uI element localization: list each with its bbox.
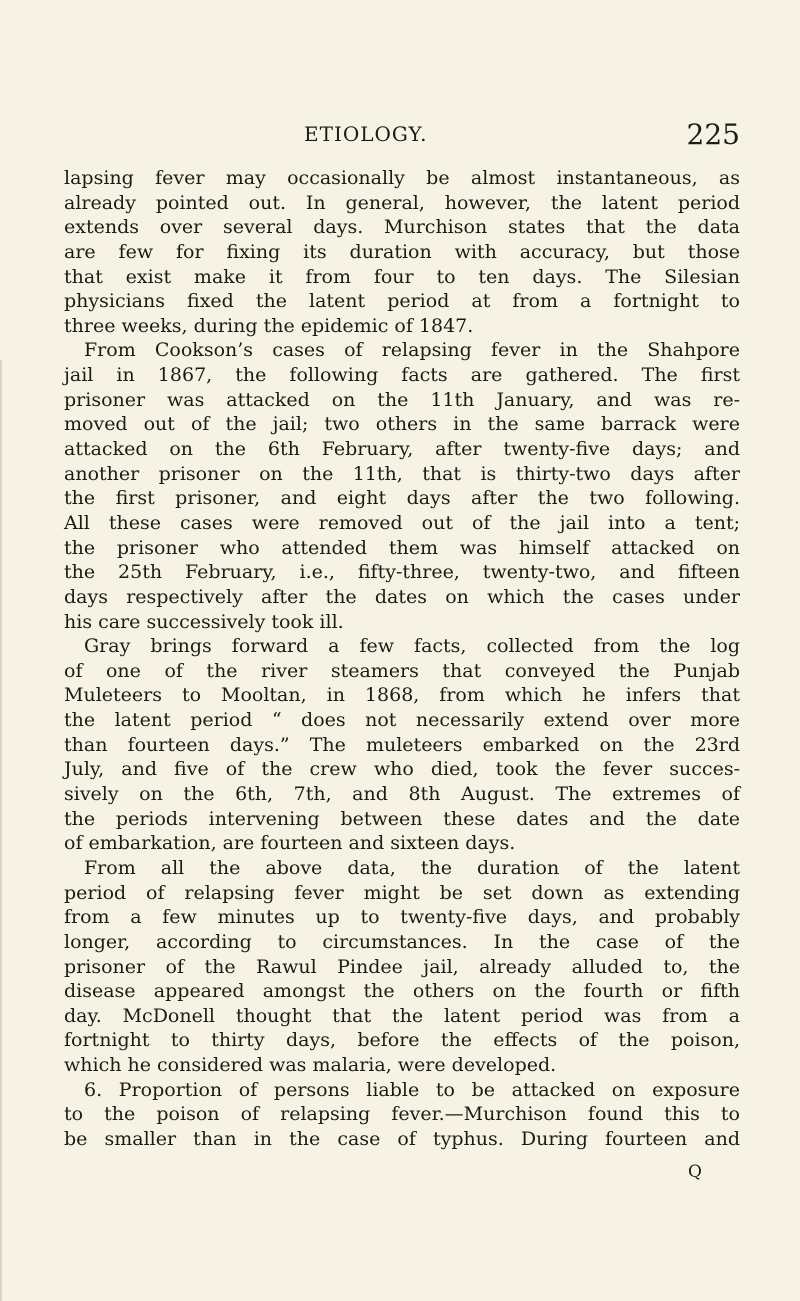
text-line: physicians fixed the latent period at from a fortnight to <box>64 290 740 313</box>
body-text <box>64 166 740 1152</box>
running-title: ETIOLOGY. <box>304 122 428 146</box>
text-line: another prisoner on the 11th, that is thirty-two days after <box>64 462 740 485</box>
text-line: extends over several days. Murchison states that the data <box>64 216 740 239</box>
text-line: All these cases were removed out of the jail into a tent; <box>64 511 740 534</box>
text-line: the first prisoner, and eight days after the two following. <box>64 487 740 510</box>
text-line: jail in 1867, the following facts are gathered. The first <box>64 364 740 387</box>
text-line: July, and five of the crew who died, took the fever succes- <box>64 758 740 781</box>
text-line: moved out of the jail; two others in the same barrack were <box>64 413 740 436</box>
text-line: that exist make it from four to ten days. The Silesian <box>64 265 740 288</box>
text-line: day. McDonell thought that the latent period was from a <box>64 1004 740 1027</box>
text-line: the latent period “ does not necessarily extend over more <box>64 709 740 732</box>
text-line: are few for fixing its duration with accuracy, but those <box>64 240 740 263</box>
text-line: than fourteen days.” The muleteers embarked on the 23rd <box>64 733 740 756</box>
text-line: longer, according to circumstances. In the case of the <box>64 930 740 953</box>
text-line: sively on the 6th, 7th, and 8th August. The extremes of <box>64 783 740 806</box>
text-line: disease appeared amongst the others on the fourth or fifth <box>64 980 740 1003</box>
text-line: days respectively after the dates on which the cases under <box>64 585 740 608</box>
text-line: the 25th February, i.e., fifty-three, twenty-two, and fifteen <box>64 561 740 584</box>
text-line: of one of the river steamers that conveyed the Punjab <box>64 659 740 682</box>
text-line: Gray brings forward a few facts, collected from the log <box>84 635 740 658</box>
text-line: period of relapsing fever might be set down as extending <box>64 881 740 904</box>
text-line: prisoner of the Rawul Pindee jail, already alluded to, the <box>64 955 740 978</box>
text-line: of embarkation, are fourteen and sixteen days. <box>64 832 516 855</box>
text-line: 6. Proportion of persons liable to be attacked on exposure <box>84 1078 740 1101</box>
text-line: from a few minutes up to twenty-five days, and probably <box>64 906 740 929</box>
text-line: the periods intervening between these dates and the date <box>64 807 740 830</box>
text-line: already pointed out. In general, however, the latent period <box>64 191 740 214</box>
text-line: From Cookson’s cases of relapsing fever in the Shahpore <box>84 339 740 362</box>
text-line: Muleteers to Mooltan, in 1868, from which he infers that <box>64 684 740 707</box>
page-edge-shadow <box>0 360 3 1301</box>
text-line: lapsing fever may occasionally be almost instantaneous, as <box>64 167 740 189</box>
text-line: the prisoner who attended them was himself attacked on <box>64 536 740 559</box>
text-line: which he considered was malaria, were developed. <box>64 1054 557 1077</box>
signature-mark: Q <box>688 1162 702 1182</box>
text-line: be smaller than in the case of typhus. During fourteen and <box>64 1127 740 1150</box>
text-line: fortnight to thirty days, before the effects of the poison, <box>64 1029 740 1052</box>
text-line: to the poison of relapsing fever.—Murchison found this to <box>64 1103 740 1126</box>
text-line: prisoner was attacked on the 11th January, and was re- <box>64 388 740 411</box>
page-number: 225 <box>686 118 740 151</box>
text-line: three weeks, during the epidemic of 1847. <box>64 314 474 337</box>
running-head <box>64 118 740 158</box>
text-line: his care successively took ill. <box>64 610 344 633</box>
text-line: attacked on the 6th February, after twenty-five days; and <box>64 438 740 461</box>
text-line: From all the above data, the duration of the latent <box>84 856 740 879</box>
